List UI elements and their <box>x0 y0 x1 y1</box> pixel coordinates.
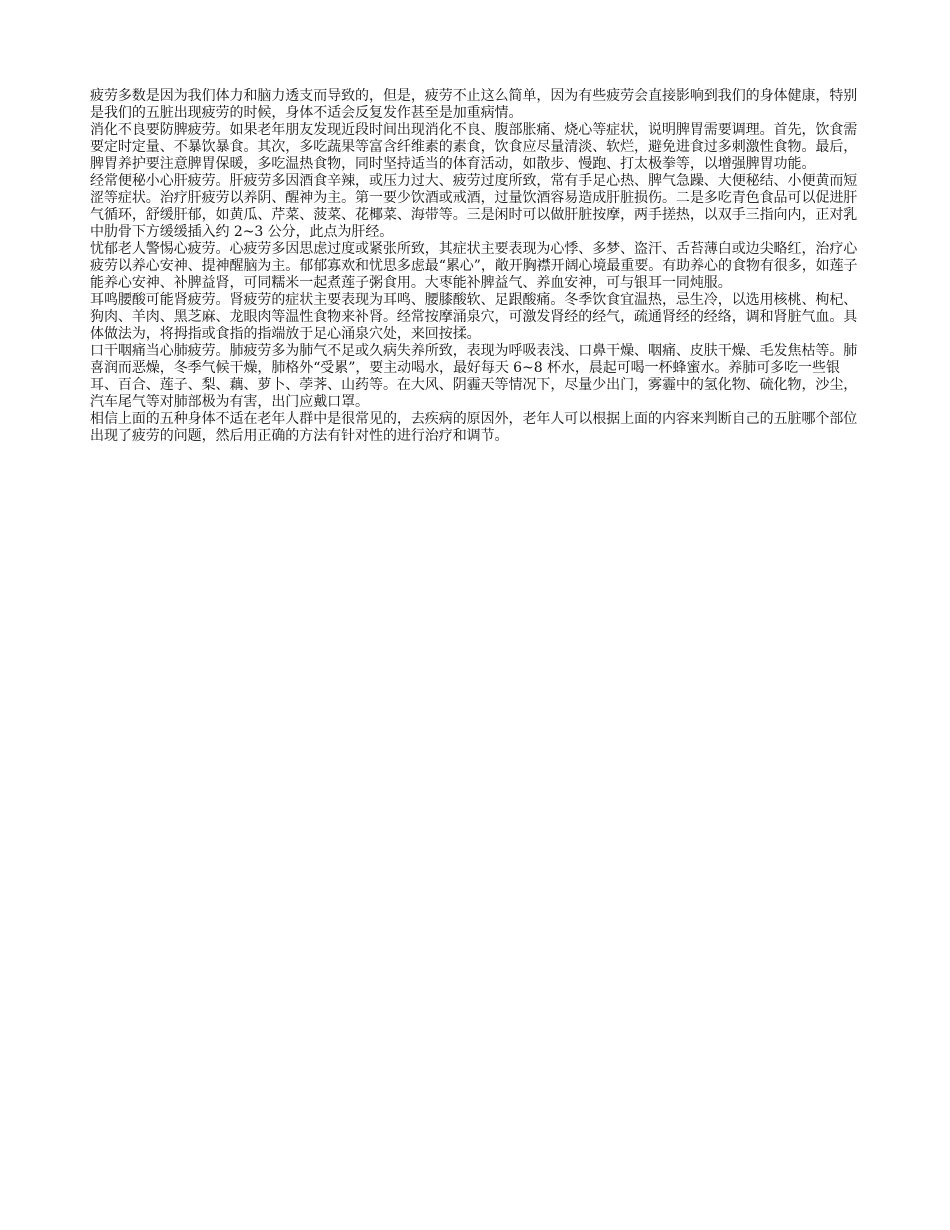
paragraph-conclusion: 相信上面的五种身体不适在老年人群中是很常见的，去疾病的原因外，老年人可以根据上面的内容来判断自己的五脏哪个部位出现了疲劳的问题，然后用正确的方法有针对性的进行治疗和调节。 <box>90 411 858 444</box>
paragraph-intro: 疲劳多数是因为我们体力和脑力透支而导致的，但是，疲劳不止这么简单，因为有些疲劳会直接影响到我们的身体健康，特别是我们的五脏出现疲劳的时候，身体不适会反复发作甚至是加重病情。 <box>90 88 858 121</box>
paragraph-lung-fatigue: 口干咽痛当心肺疲劳。肺疲劳多为肺气不足或久病失养所致，表现为呼吸表浅、口鼻干燥、咽痛、皮肤干燥、毛发焦枯等。肺喜润而恶燥，冬季气候干燥，肺格外“受累”，要主动喝水，最好每天 6~8 杯水，晨起可喝一杯蜂蜜水。养肺可多吃一些银耳、百合、莲子、梨、藕、萝卜、荸荠、山药等。在大风、阴霾天等情况下，尽量少出门，雾霾中的氢化物、硫化物，沙尘，汽车尾气等对肺部极为有害，出门应戴口罩。 <box>90 343 858 410</box>
document-body <box>90 88 860 445</box>
paragraph-heart-fatigue: 忧郁老人警惕心疲劳。心疲劳多因思虑过度或紧张所致，其症状主要表现为心悸、多梦、盗汗、舌苔薄白或边尖略红，治疗心疲劳以养心安神、提神醒脑为主。郁郁寡欢和忧思多虑最“累心”，敞开胸襟开阔心境最重要。有助养心的食物有很多，如莲子能养心安神、补脾益肾，可同糯米一起煮莲子粥食用。大枣能补脾益气、养血安神，可与银耳一同炖服。 <box>90 241 858 291</box>
paragraph-kidney-fatigue: 耳鸣腰酸可能肾疲劳。肾疲劳的症状主要表现为耳鸣、腰膝酸软、足跟酸痛。冬季饮食宜温热，忌生冷，以选用核桃、枸杞、狗肉、羊肉、黑芝麻、龙眼肉等温性食物来补肾。经常按摩涌泉穴，可激发肾经的经气，疏通肾经的经络，调和肾脏气血。具体做法为，将拇指或食指的指端放于足心涌泉穴处，来回按揉。 <box>90 292 858 342</box>
paragraph-spleen-fatigue: 消化不良要防脾疲劳。如果老年朋友发现近段时间出现消化不良、腹部胀痛、烧心等症状，说明脾胃需要调理。首先，饮食需要定时定量、不暴饮暴食。其次，多吃蔬果等富含纤维素的素食，饮食应尽量清淡、软烂，避免进食过多刺激性食物。最后，脾胃养护要注意脾胃保暖，多吃温热食物，同时坚持适当的体育活动，如散步、慢跑、打太极拳等，以增强脾胃功能。 <box>90 122 858 172</box>
paragraph-liver-fatigue: 经常便秘小心肝疲劳。肝疲劳多因酒食辛辣，或压力过大、疲劳过度所致，常有手足心热、脾气急躁、大便秘结、小便黄而短涩等症状。治疗肝疲劳以养阴、醒神为主。第一要少饮酒或戒酒，过量饮酒容易造成肝脏损伤。二是多吃青色食品可以促进肝气循环，舒缓肝郁，如黄瓜、芹菜、菠菜、花椰菜、海带等。三是闲时可以做肝脏按摩，两手搓热，以双手三指向内，正对乳中肋骨下方缓缓插入约 2~3 公分，此点为肝经。 <box>90 173 858 240</box>
